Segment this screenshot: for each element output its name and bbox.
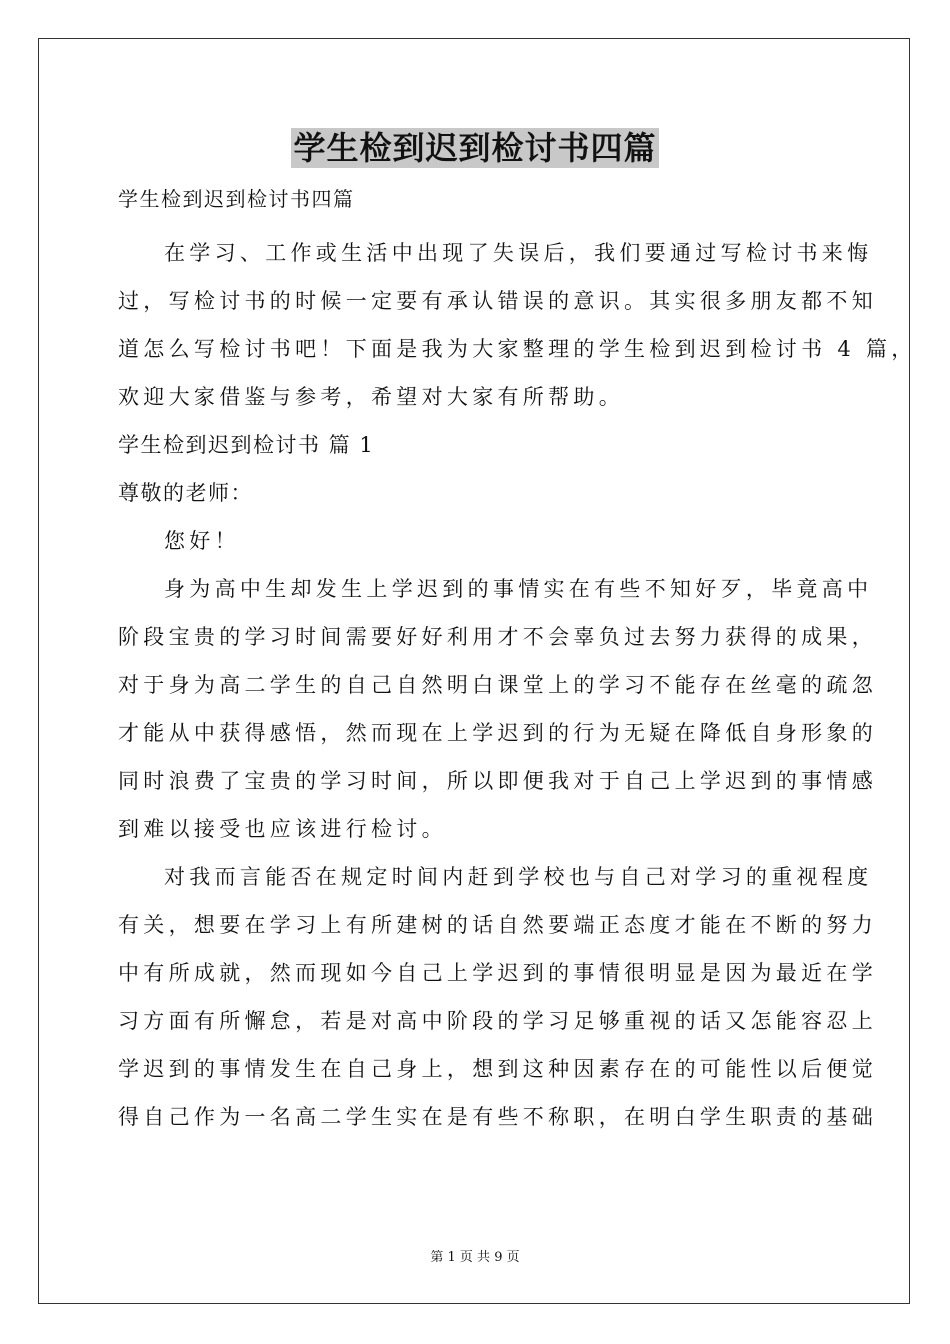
paragraph-line: 中有所成就，然而现如今自己上学迟到的事情很明显是因为最近在学: [118, 961, 877, 985]
title-wrap: [0, 128, 950, 168]
salutation: 尊敬的老师：: [118, 481, 253, 505]
paragraph-line: 同时浪费了宝贵的学习时间，所以即便我对于自己上学迟到的事情感: [118, 769, 877, 793]
paragraph-line: 习方面有所懈怠，若是对高中阶段的学习足够重视的话又怎能容忍上: [118, 1009, 877, 1033]
greeting: 您好！: [164, 529, 240, 553]
page-number-label: 第 1 页 共 9 页: [430, 1250, 520, 1265]
paragraph-line: 才能从中获得感悟，然而现在上学迟到的行为无疑在降低自身形象的: [118, 721, 877, 745]
paragraph-line: 到难以接受也应该进行检讨。: [118, 817, 447, 841]
paragraph-line: 阶段宝贵的学习时间需要好好利用才不会辜负过去努力获得的成果，: [118, 625, 877, 649]
page-footer: [0, 1246, 950, 1265]
document-body: [118, 177, 917, 1141]
paragraph-line: 欢迎大家借鉴与参考，希望对大家有所帮助。: [118, 385, 624, 409]
paragraph-line: 学迟到的事情发生在自己身上，想到这种因素存在的可能性以后便觉: [118, 1057, 877, 1081]
paragraph-line: 道怎么写检讨书吧！下面是我为大家整理的学生检到迟到检讨书 4 篇，: [118, 337, 917, 361]
paragraph-line: 对我而言能否在规定时间内赶到学校也与自己对学习的重视程度: [164, 865, 873, 889]
paragraph-line: 过，写检讨书的时候一定要有承认错误的意识。其实很多朋友都不知: [118, 289, 877, 313]
paragraph-line: 在学习、工作或生活中出现了失误后，我们要通过写检讨书来悔: [164, 241, 873, 265]
document-subtitle: 学生检到迟到检讨书四篇: [118, 187, 355, 211]
document-title: 学生检到迟到检讨书四篇: [293, 129, 657, 167]
paragraph-line: 对于身为高二学生的自己自然明白课堂上的学习不能存在丝毫的疏忽: [118, 673, 877, 697]
paragraph-line: 有关，想要在学习上有所建树的话自然要端正态度才能在不断的努力: [118, 913, 877, 937]
section-heading: 学生检到迟到检讨书 篇 1: [118, 433, 375, 457]
paragraph-line: 身为高中生却发生上学迟到的事情实在有些不知好歹，毕竟高中: [164, 577, 873, 601]
paragraph-line: 得自己作为一名高二学生实在是有些不称职，在明白学生职责的基础: [118, 1105, 877, 1129]
